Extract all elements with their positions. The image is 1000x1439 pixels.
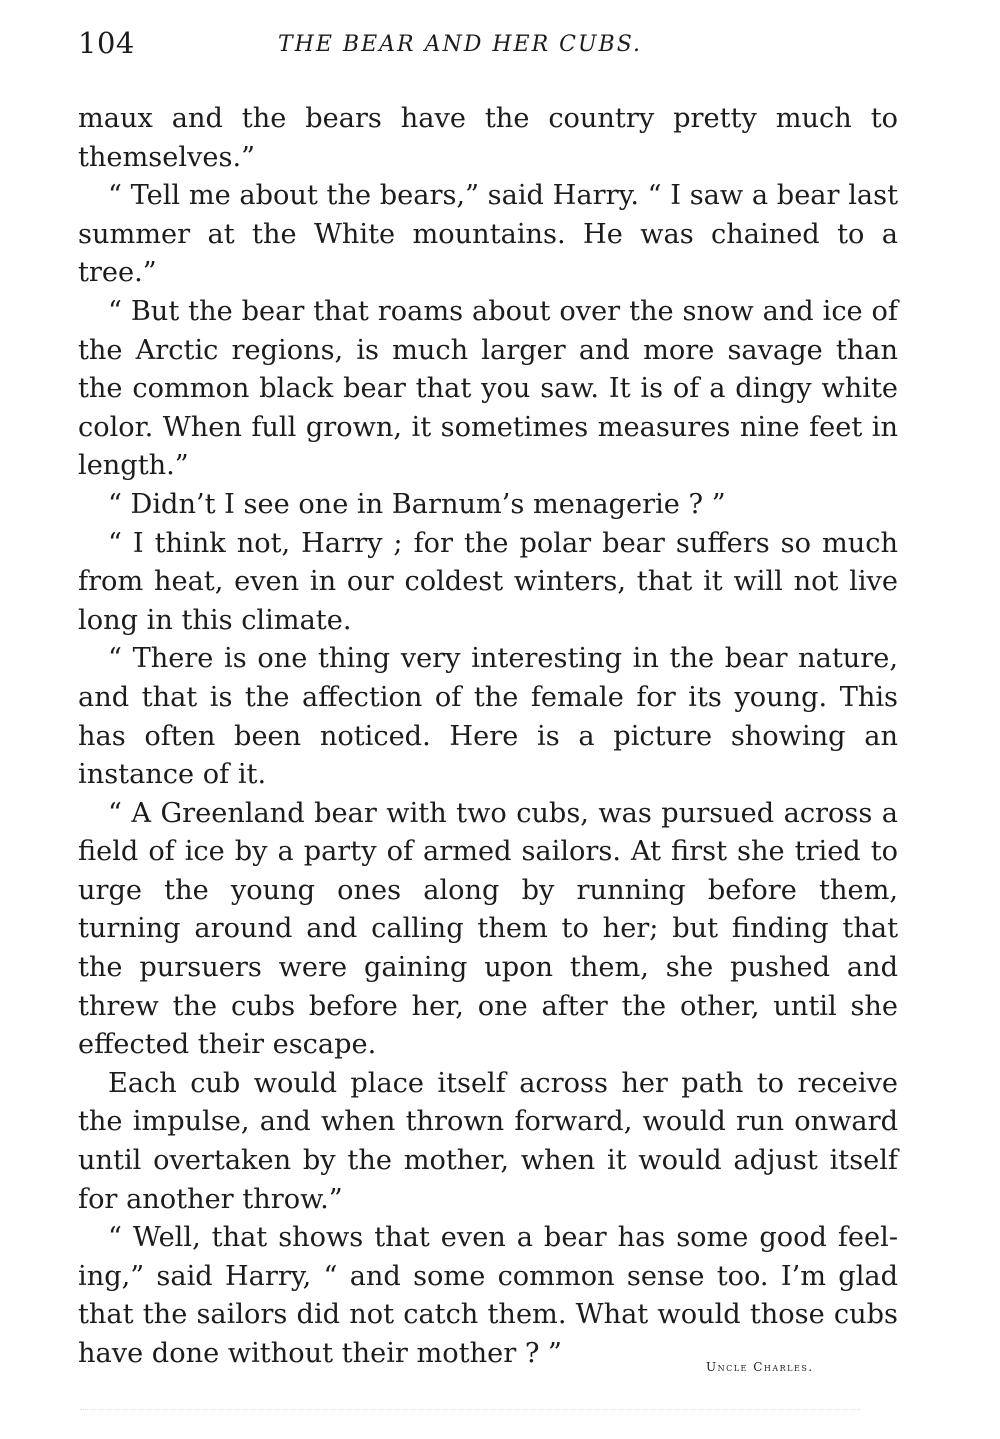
print-specks <box>80 1409 860 1416</box>
page-number: 104 <box>78 26 135 60</box>
paragraph-9: “ Well, that shows that even a bear has some good feeling,” said Harry, “ and some common sense too. I’m glad that the sailors did not catch them. What would those cubs have done without their mother ? ” <box>78 1222 898 1369</box>
author-signature: Uncle Charles. <box>706 1360 814 1374</box>
paragraph-7: “ A Greenland bear with two cubs, was pursued across a field of ice by a party of armed sailors. At first she tried to urge the young ones along by running before them, turning around and calling them to her; but finding that the pursuers were gaining upon them, she pushed and threw the cubs before her, one after the other, until she effected their escape. <box>78 797 898 1061</box>
running-title: THE BEAR AND HER CUBS. <box>278 32 642 57</box>
page-header <box>78 22 898 72</box>
paragraph-8: Each cub would place itself across her path to receive the impulse, and when thrown forward, would run onward until overtaken by the mother, when it would adjust itself for another throw.” <box>78 1067 898 1215</box>
paragraph-1: maux and the bears have the country pretty much to themselves.” <box>78 103 898 173</box>
paragraph-3: “ But the bear that roams about over the snow and ice of the Arctic regions, is much larger and more savage than the common black bear that you saw. It is of a dingy white color. When full grown, it sometimes measures nine feet in length.” <box>78 295 898 482</box>
paragraph-5: “ I think not, Harry ; for the polar bear suffers so much from heat, even in our coldest winters, that it will not live long in this climate. <box>78 527 898 636</box>
paragraph-4: “ Didn’t I see one in Barnum’s menagerie ? ” <box>108 488 726 520</box>
body-text <box>78 100 898 1374</box>
paragraph-2: “ Tell me about the bears,” said Harry. “ I saw a bear last summer at the White mountains. He was chained to a tree.” <box>78 180 898 289</box>
paragraph-6: “ There is one thing very interesting in the bear nature, and that is the affection of the female for its young. This has often been noticed. Here is a picture showing an instance of it. <box>78 643 898 791</box>
